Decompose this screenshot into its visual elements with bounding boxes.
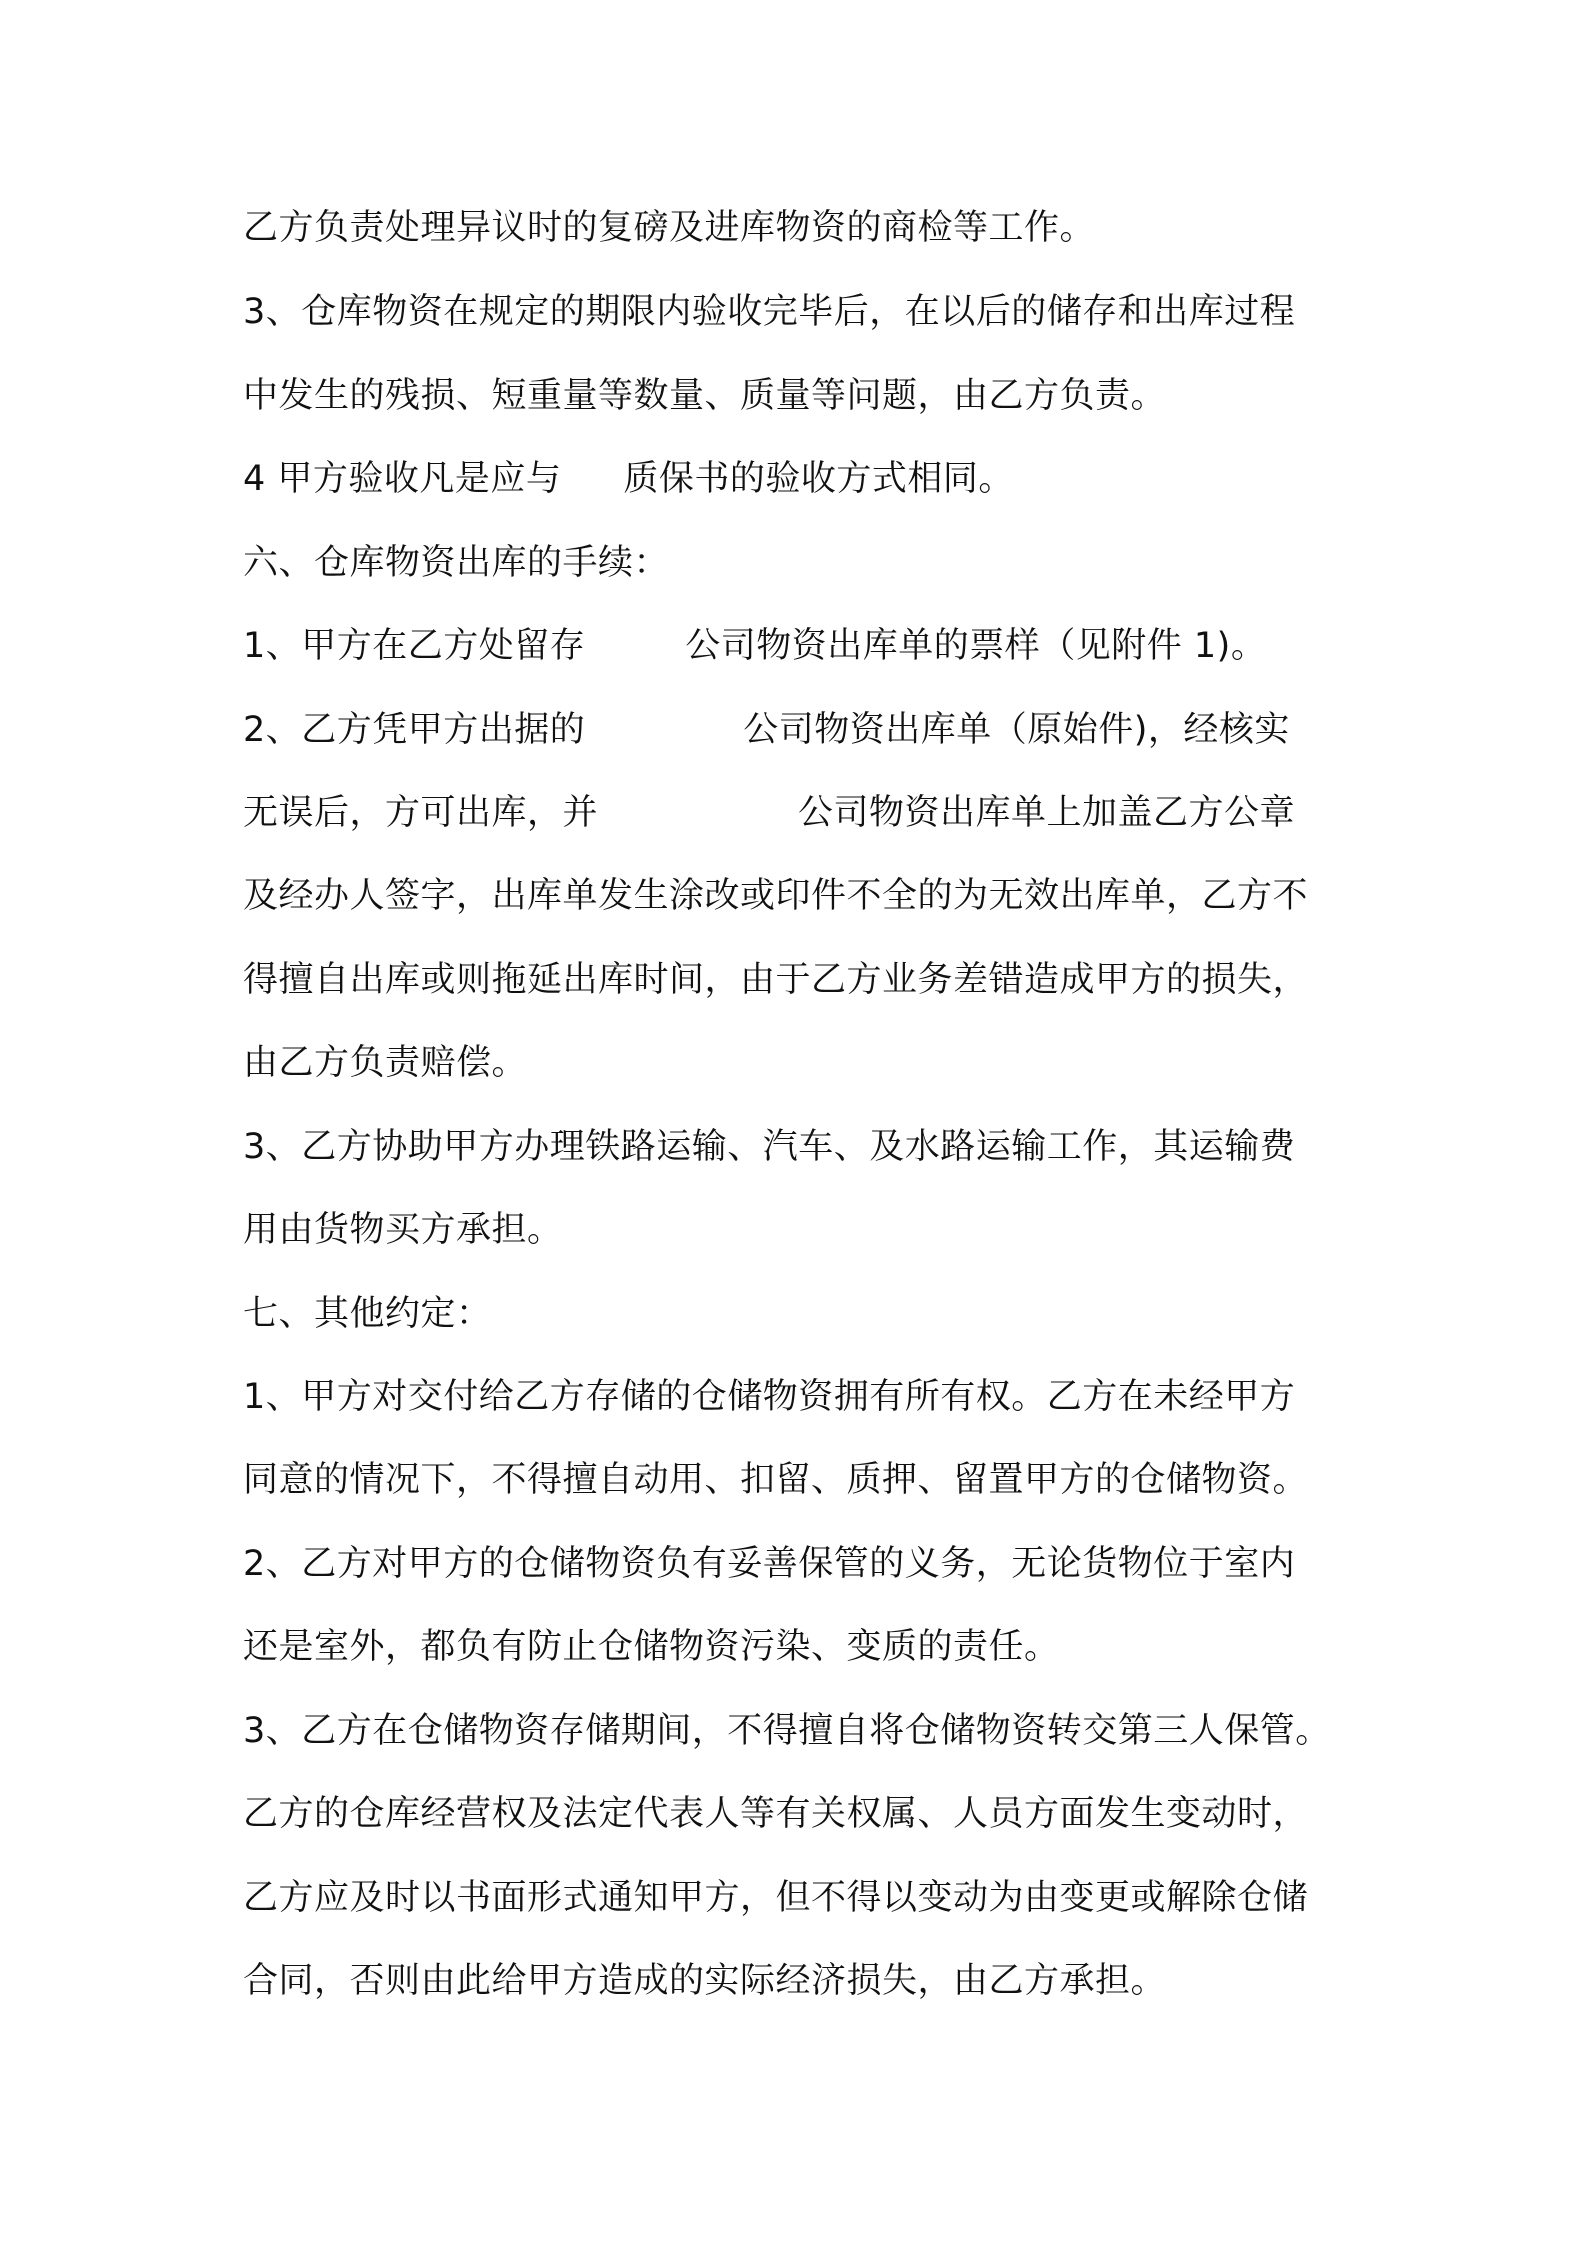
text-segment: 公司物资出库单（原始件)，经核实 xyxy=(743,710,1290,750)
text-line: 2、乙方对甲方的仓储物资负有妥善保管的义务，无论货物位于室内 xyxy=(243,1544,1296,1584)
text-segment: 公司物资出库单上加盖乙方公章 xyxy=(798,793,1296,833)
text-line: 同意的情况下，不得擅自动用、扣留、质押、留置甲方的仓储物资。 xyxy=(243,1460,1309,1500)
text-line: 合同，否则由此给甲方造成的实际经济损失，由乙方承担。 xyxy=(243,1961,1167,2001)
text-line: 由乙方负责赔偿。 xyxy=(243,1043,528,1083)
text-segment: 公司物资出库单的票样（见附件 1)。 xyxy=(685,626,1267,666)
section-heading: 七、其他约定： xyxy=(243,1294,492,1334)
text-line: 乙方应及时以书面形式通知甲方，但不得以变动为由变更或解除仓储 xyxy=(243,1878,1309,1918)
text-line: 及经办人签字，出库单发生涂改或印件不全的为无效出库单，乙方不 xyxy=(243,876,1309,916)
text-segment: 无误后，方可出库，并 xyxy=(243,793,599,833)
text-line: 1、甲方对交付给乙方存储的仓储物资拥有所有权。乙方在未经甲方 xyxy=(243,1377,1296,1417)
text-line: 得擅自出库或则拖延出库时间，由于乙方业务差错造成甲方的损失， xyxy=(243,960,1309,1000)
text-line: 还是室外，都负有防止仓储物资污染、变质的责任。 xyxy=(243,1627,1060,1667)
text-line: 3、乙方在仓储物资存储期间，不得擅自将仓储物资转交第三人保管。 xyxy=(243,1711,1331,1751)
text-line: 3、仓库物资在规定的期限内验收完毕后，在以后的储存和出库过程 xyxy=(243,292,1296,332)
text-line: 用由货物买方承担。 xyxy=(243,1210,563,1250)
text-line xyxy=(243,789,1295,837)
text-line: 乙方的仓库经营权及法定代表人等有关权属、人员方面发生变动时， xyxy=(243,1794,1309,1834)
text-line xyxy=(243,706,1290,754)
text-line: 乙方负责处理异议时的复磅及进库物资的商检等工作。 xyxy=(243,208,1096,248)
text-segment: 质保书的验收方式相同。 xyxy=(623,459,1014,499)
text-line xyxy=(243,455,1014,503)
text-line: 3、乙方协助甲方办理铁路运输、汽车、及水路运输工作，其运输费 xyxy=(243,1127,1296,1167)
text-segment: 2、乙方凭甲方出据的 xyxy=(243,710,586,750)
text-line: 中发生的残损、短重量等数量、质量等问题，由乙方负责。 xyxy=(243,376,1167,416)
text-segment: 1、甲方在乙方处留存 xyxy=(243,626,586,666)
text-line xyxy=(243,622,1266,670)
section-heading: 六、仓库物资出库的手续： xyxy=(243,543,670,583)
text-segment: 4 甲方验收凡是应与 xyxy=(243,459,562,499)
